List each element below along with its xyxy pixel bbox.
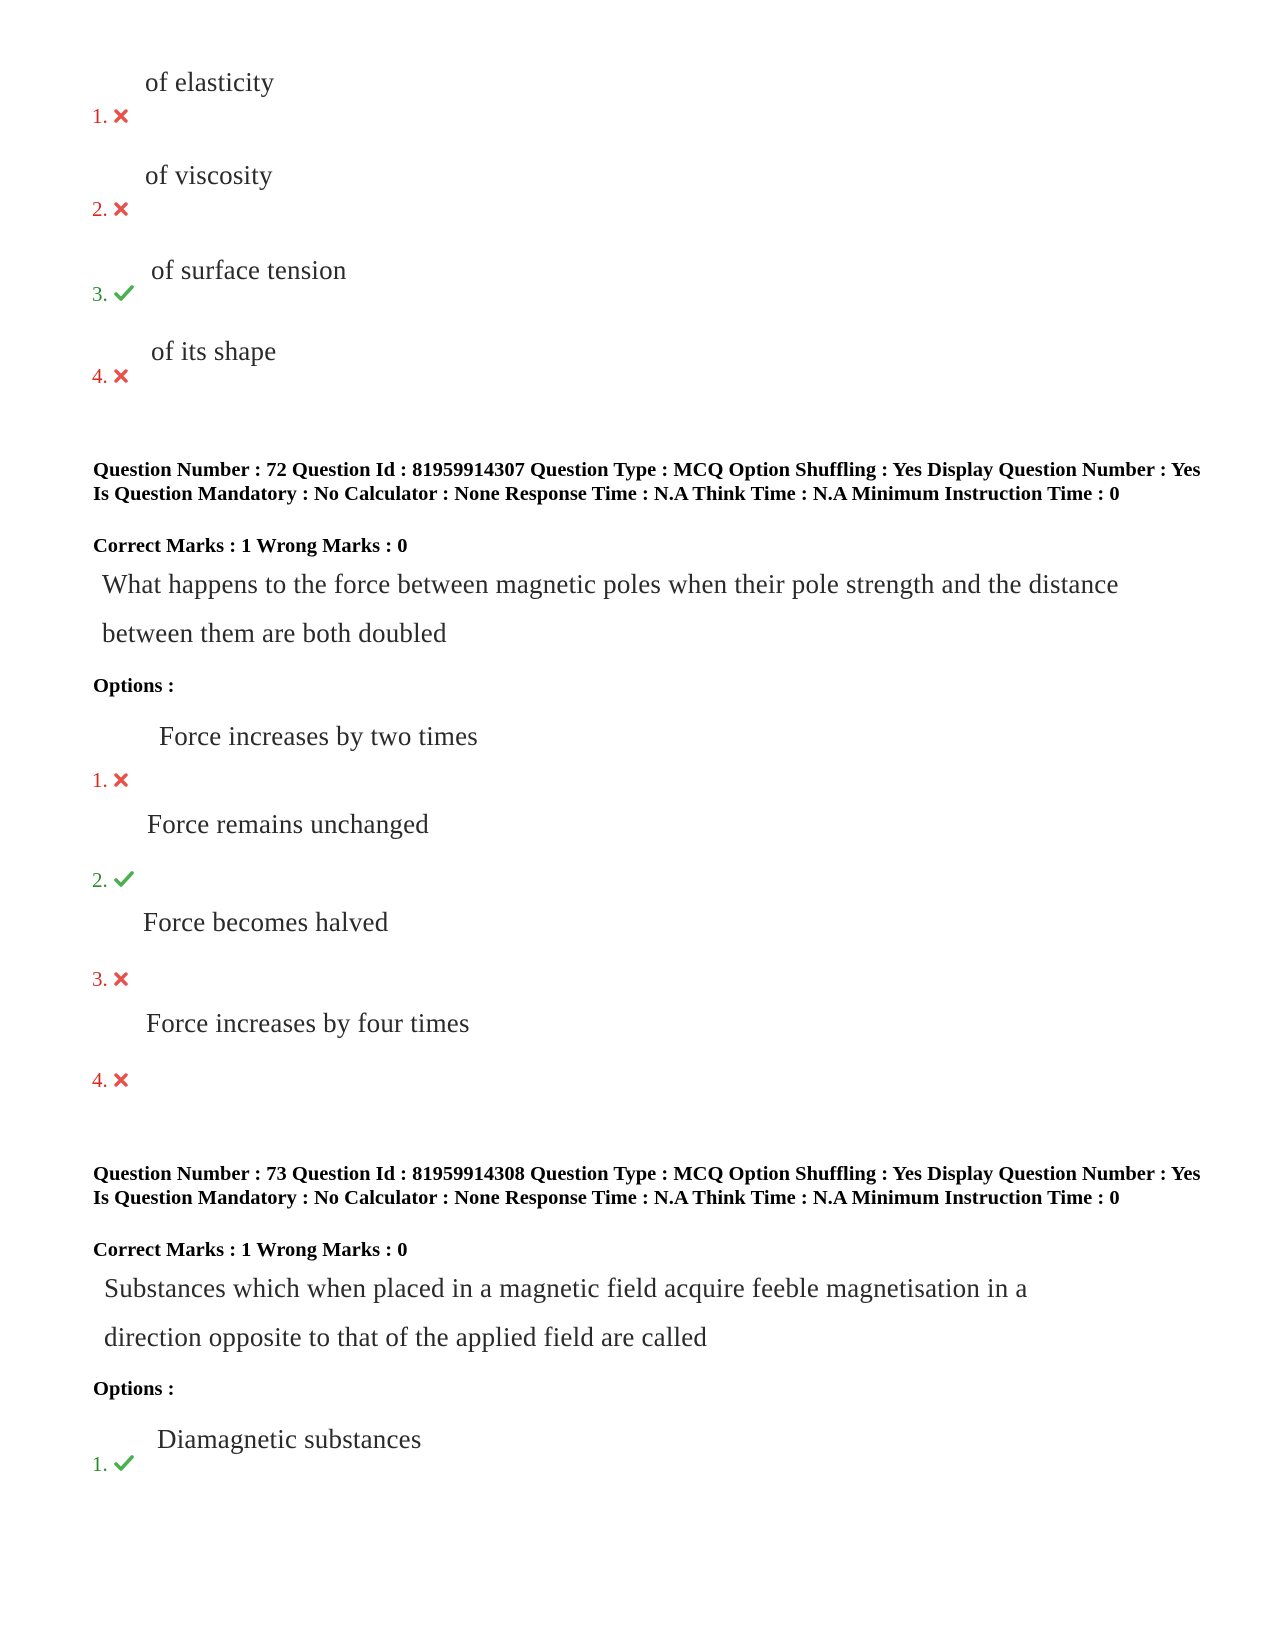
cross-icon: [114, 768, 128, 793]
check-icon: [114, 868, 134, 893]
question-text-line-1: What happens to the force between magnetic poles when their pole strength and the distance: [102, 569, 1119, 599]
options-label: Options :: [93, 1378, 175, 1400]
option-number: 3.: [92, 967, 128, 992]
option-text: of its shape: [151, 336, 277, 366]
option-text: Force becomes halved: [143, 907, 389, 937]
option-number: 3.: [92, 282, 134, 307]
cross-icon: [114, 197, 128, 222]
option-number: 2.: [92, 197, 128, 222]
options-label: Options :: [93, 675, 175, 697]
question-marks: Correct Marks : 1 Wrong Marks : 0: [93, 1239, 408, 1261]
question-marks: Correct Marks : 1 Wrong Marks : 0: [93, 535, 408, 557]
option-number: 1.: [92, 768, 128, 793]
option-text: Force increases by two times: [159, 721, 479, 751]
question-text-line-1: Substances which when placed in a magnetic field acquire feeble magnetisation in a: [104, 1273, 1028, 1303]
option-text: Force increases by four times: [146, 1008, 470, 1038]
check-icon: [114, 282, 134, 307]
question-text-line-2: direction opposite to that of the applied field are called: [104, 1322, 708, 1352]
option-number: 1.: [92, 1452, 134, 1477]
question-meta: Question Number : 73 Question Id : 81959914308 Question Type : MCQ Option Shuffling : Yes Display Question Number : Yes Is Question Mandatory : No Calculator : None Response Time : N.A Think Time : N.A Minimum Instruction Time : 0: [93, 1163, 1201, 1209]
option-number: 2.: [92, 868, 134, 893]
option-number: 4.: [92, 364, 128, 389]
check-icon: [114, 1452, 134, 1477]
cross-icon: [114, 104, 128, 129]
cross-icon: [114, 967, 128, 992]
option-text: Force remains unchanged: [147, 809, 429, 839]
option-text: of viscosity: [145, 160, 273, 190]
option-text: Diamagnetic substances: [157, 1424, 422, 1454]
option-number: 1.: [92, 104, 128, 129]
question-text-line-2: between them are both doubled: [102, 618, 447, 648]
option-text: of surface tension: [151, 255, 347, 285]
option-text: of elasticity: [145, 67, 275, 97]
question-meta: Question Number : 72 Question Id : 81959914307 Question Type : MCQ Option Shuffling : Yes Display Question Number : Yes Is Question Mandatory : No Calculator : None Response Time : N.A Think Time : N.A Minimum Instruction Time : 0: [93, 459, 1201, 505]
option-number: 4.: [92, 1068, 128, 1093]
cross-icon: [114, 364, 128, 389]
cross-icon: [114, 1068, 128, 1093]
